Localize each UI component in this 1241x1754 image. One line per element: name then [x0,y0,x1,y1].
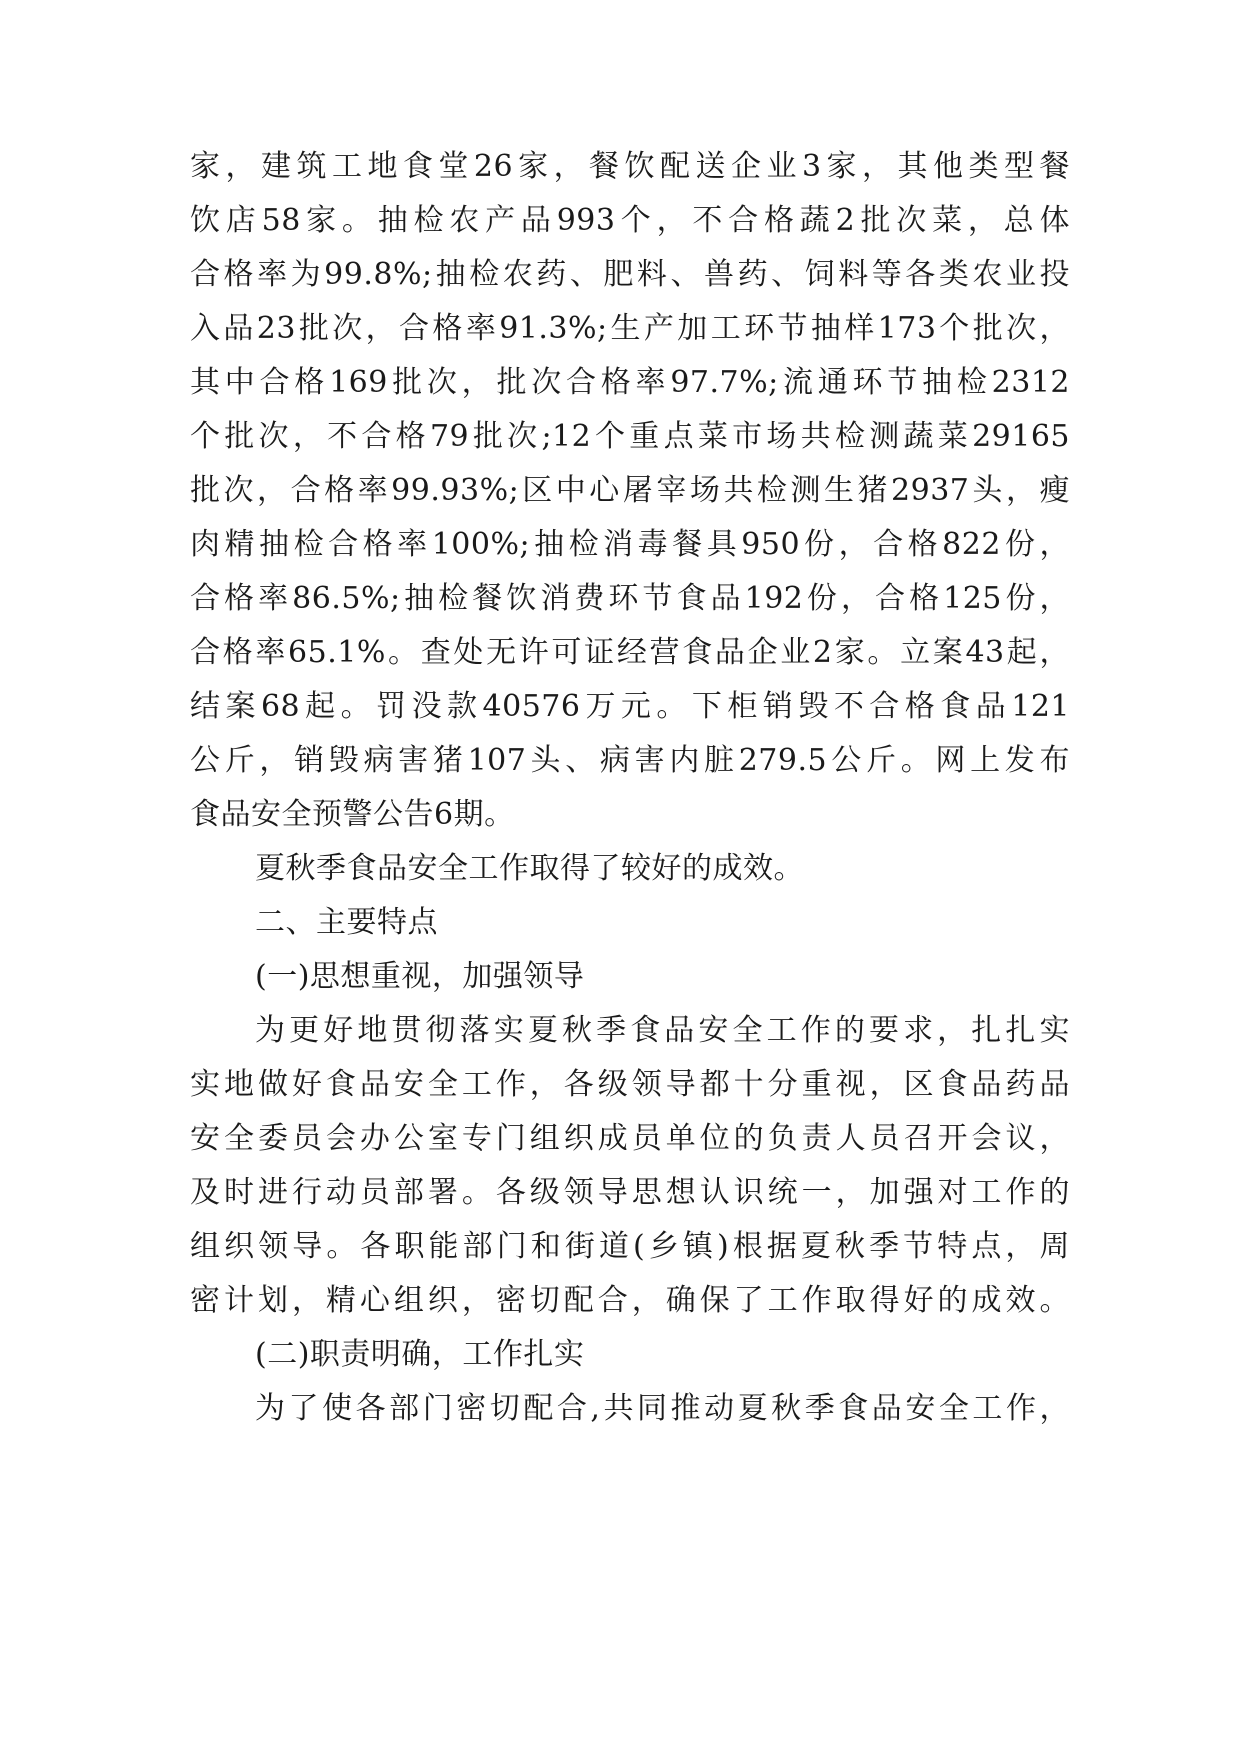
body-text-line: 其中合格169批次，批次合格率97.7%;流通环节抽检2312 [190,365,1070,400]
body-text-line: 及时进行动员部署。各级领导思想认识统一，加强对工作的 [190,1175,1070,1210]
body-text-line: 家，建筑工地食堂26家，餐饮配送企业3家，其他类型餐 [190,149,1070,184]
body-text-line: 为了使各部门密切配合,共同推动夏秋季食品安全工作， [255,1391,1070,1426]
body-text-line: 食品安全预警公告6期。 [190,797,515,832]
body-text-line: 合格率65.1%。查处无许可证经营食品企业2家。立案43起， [190,635,1070,670]
body-text-line: 公斤，销毁病害猪107头、病害内脏279.5公斤。网上发布 [190,743,1070,778]
section-heading: 二、主要特点 [255,905,438,940]
body-text-line: 合格率86.5%;抽检餐饮消费环节食品192份，合格125份， [190,581,1070,616]
body-text-line: 组织领导。各职能部门和街道(乡镇)根据夏秋季节特点，周 [190,1229,1070,1264]
body-text-line: 结案68起。罚没款40576万元。下柜销毁不合格食品121 [190,689,1070,724]
body-text-line: 批次，合格率99.93%;区中心屠宰场共检测生猪2937头，瘦 [190,473,1070,508]
body-text-line: 合格率为99.8%;抽检农药、肥料、兽药、饲料等各类农业投 [190,257,1070,292]
body-text-line: 肉精抽检合格率100%;抽检消毒餐具950份，合格822份， [190,527,1070,562]
subsection-heading: (一)思想重视，加强领导 [255,959,585,994]
body-text-line: 密计划，精心组织，密切配合，确保了工作取得好的成效。 [190,1283,1070,1318]
body-text-line: 为更好地贯彻落实夏秋季食品安全工作的要求，扎扎实 [255,1013,1070,1048]
body-text-line: 饮店58家。抽检农产品993个，不合格蔬2批次菜，总体 [190,203,1070,238]
body-text-line: 入品23批次，合格率91.3%;生产加工环节抽样173个批次， [190,311,1070,346]
body-text-line: 安全委员会办公室专门组织成员单位的负责人员召开会议， [190,1121,1070,1156]
body-text-line: 实地做好食品安全工作，各级领导都十分重视，区食品药品 [190,1067,1070,1102]
body-text-line: 个批次，不合格79批次;12个重点菜市场共检测蔬菜29165 [190,419,1070,454]
subsection-heading: (二)职责明确，工作扎实 [255,1337,585,1372]
paragraph-line: 夏秋季食品安全工作取得了较好的成效。 [255,851,804,886]
